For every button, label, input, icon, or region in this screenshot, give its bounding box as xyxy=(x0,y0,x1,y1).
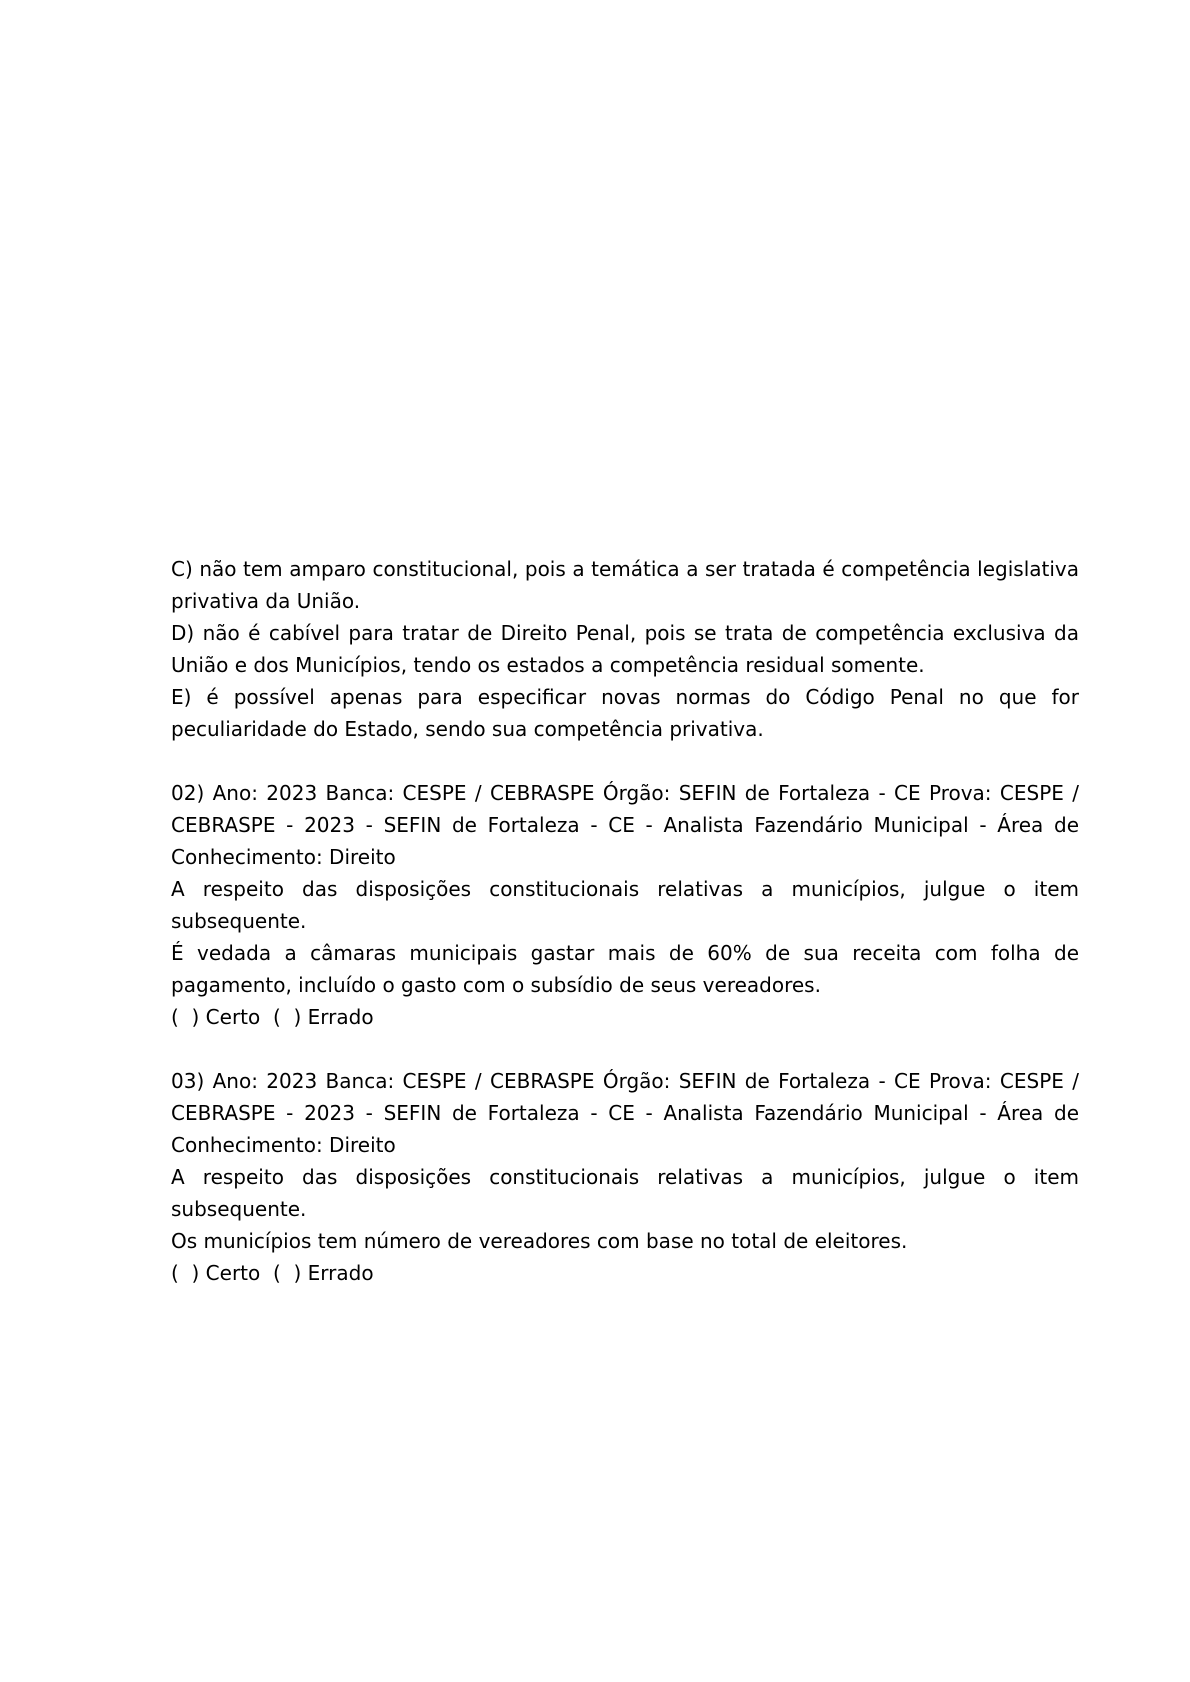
question-2-statement: É vedada a câmaras municipais gastar mais de 60% de sua receita com folha de pagamento, incluído o gasto com o subsídio de seus vereadores. xyxy=(171,941,1079,997)
spacer xyxy=(171,745,1079,777)
question-3-answer: ( ) Certo ( ) Errado xyxy=(171,1261,374,1285)
question-3-header: 03) Ano: 2023 Banca: CESPE / CEBRASPE Órgão: SEFIN de Fortaleza - CE Prova: CESPE / CEBRASPE - 2023 - SEFIN de Fortaleza - CE - Analista Fazendário Municipal - Área de Conhecimento: Direito xyxy=(171,1069,1079,1157)
question-2-header: 02) Ano: 2023 Banca: CESPE / CEBRASPE Órgão: SEFIN de Fortaleza - CE Prova: CESPE / CEBRASPE - 2023 - SEFIN de Fortaleza - CE - Analista Fazendário Municipal - Área de Conhecimento: Direito xyxy=(171,781,1079,869)
document-page xyxy=(171,553,1079,1289)
question-2-intro: A respeito das disposições constitucionais relativas a municípios, julgue o item subsequente. xyxy=(171,877,1079,933)
option-d: D) não é cabível para tratar de Direito Penal, pois se trata de competência exclusiva da União e dos Municípios, tendo os estados a competência residual somente. xyxy=(171,621,1079,677)
spacer xyxy=(171,1033,1079,1065)
question-3-intro: A respeito das disposições constitucionais relativas a municípios, julgue o item subsequente. xyxy=(171,1165,1079,1221)
question-2-answer: ( ) Certo ( ) Errado xyxy=(171,1005,374,1029)
question-3-statement: Os municípios tem número de vereadores com base no total de eleitores. xyxy=(171,1229,908,1253)
option-c: C) não tem amparo constitucional, pois a temática a ser tratada é competência legislativa privativa da União. xyxy=(171,557,1079,613)
option-e: E) é possível apenas para especificar novas normas do Código Penal no que for peculiaridade do Estado, sendo sua competência privativa. xyxy=(171,685,1079,741)
